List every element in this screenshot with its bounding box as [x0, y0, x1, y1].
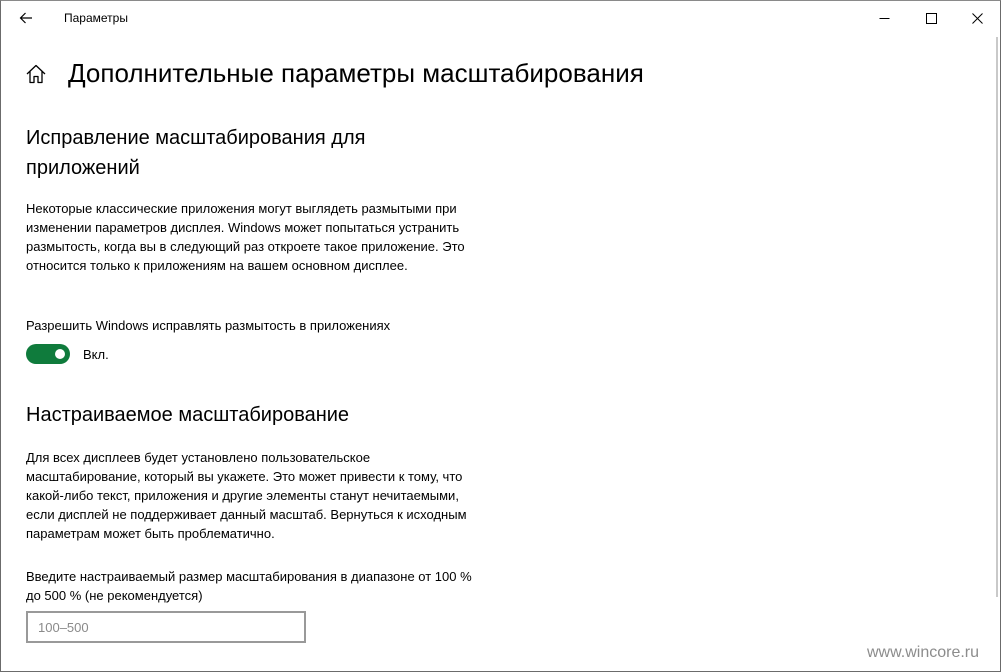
fix-blur-toggle-label: Разрешить Windows исправлять размытость в приложениях — [26, 318, 391, 333]
toggle-state-text: Вкл. — [83, 347, 109, 362]
back-arrow-icon — [19, 12, 33, 24]
maximize-button[interactable] — [908, 1, 954, 35]
vertical-scrollbar[interactable] — [995, 35, 999, 671]
page-title: Дополнительные параметры масштабирования — [68, 58, 644, 88]
watermark: www.wincore.ru — [867, 644, 980, 661]
custom-scaling-input-label: Введите настраиваемый размер масштабирования в диапазоне от 100 % до 500 % (не рекомендуется) — [26, 569, 472, 603]
custom-scaling-description: Для всех дисплеев будет установлено пользовательское масштабирование, который вы укажете. Это может привести к тому, что какой-либо текст, приложения и другие элементы станут нечитаемыми, если дисплей не поддерживает данный масштаб. Вернуться к исходным параметрам может быть проблематично. — [26, 450, 467, 541]
custom-scaling-section-title: Настраиваемое масштабирование — [26, 404, 350, 426]
close-icon — [972, 13, 983, 24]
custom-scaling-input[interactable] — [26, 611, 306, 643]
window-title: Параметры — [64, 11, 128, 25]
back-button[interactable] — [9, 5, 43, 31]
minimize-button[interactable] — [861, 1, 907, 35]
fix-scaling-section-title: Исправление масштабирования для приложений — [26, 127, 366, 179]
home-icon — [25, 63, 47, 85]
home-button[interactable] — [25, 63, 47, 85]
close-button[interactable] — [954, 1, 1000, 35]
minimize-icon — [879, 13, 890, 24]
toggle-knob — [55, 349, 65, 359]
scrollbar-thumb[interactable] — [996, 37, 998, 597]
fix-scaling-description: Некоторые классические приложения могут выглядеть размытыми при изменении параметров дисплея. Windows может попытаться устранить размытость, когда вы в следующий раз откроете такое приложение. Это относится только к приложениям на вашем основном дисплее. — [26, 201, 465, 273]
maximize-icon — [926, 13, 937, 24]
fix-blur-toggle[interactable] — [26, 344, 70, 364]
title-bar — [1, 1, 1000, 35]
